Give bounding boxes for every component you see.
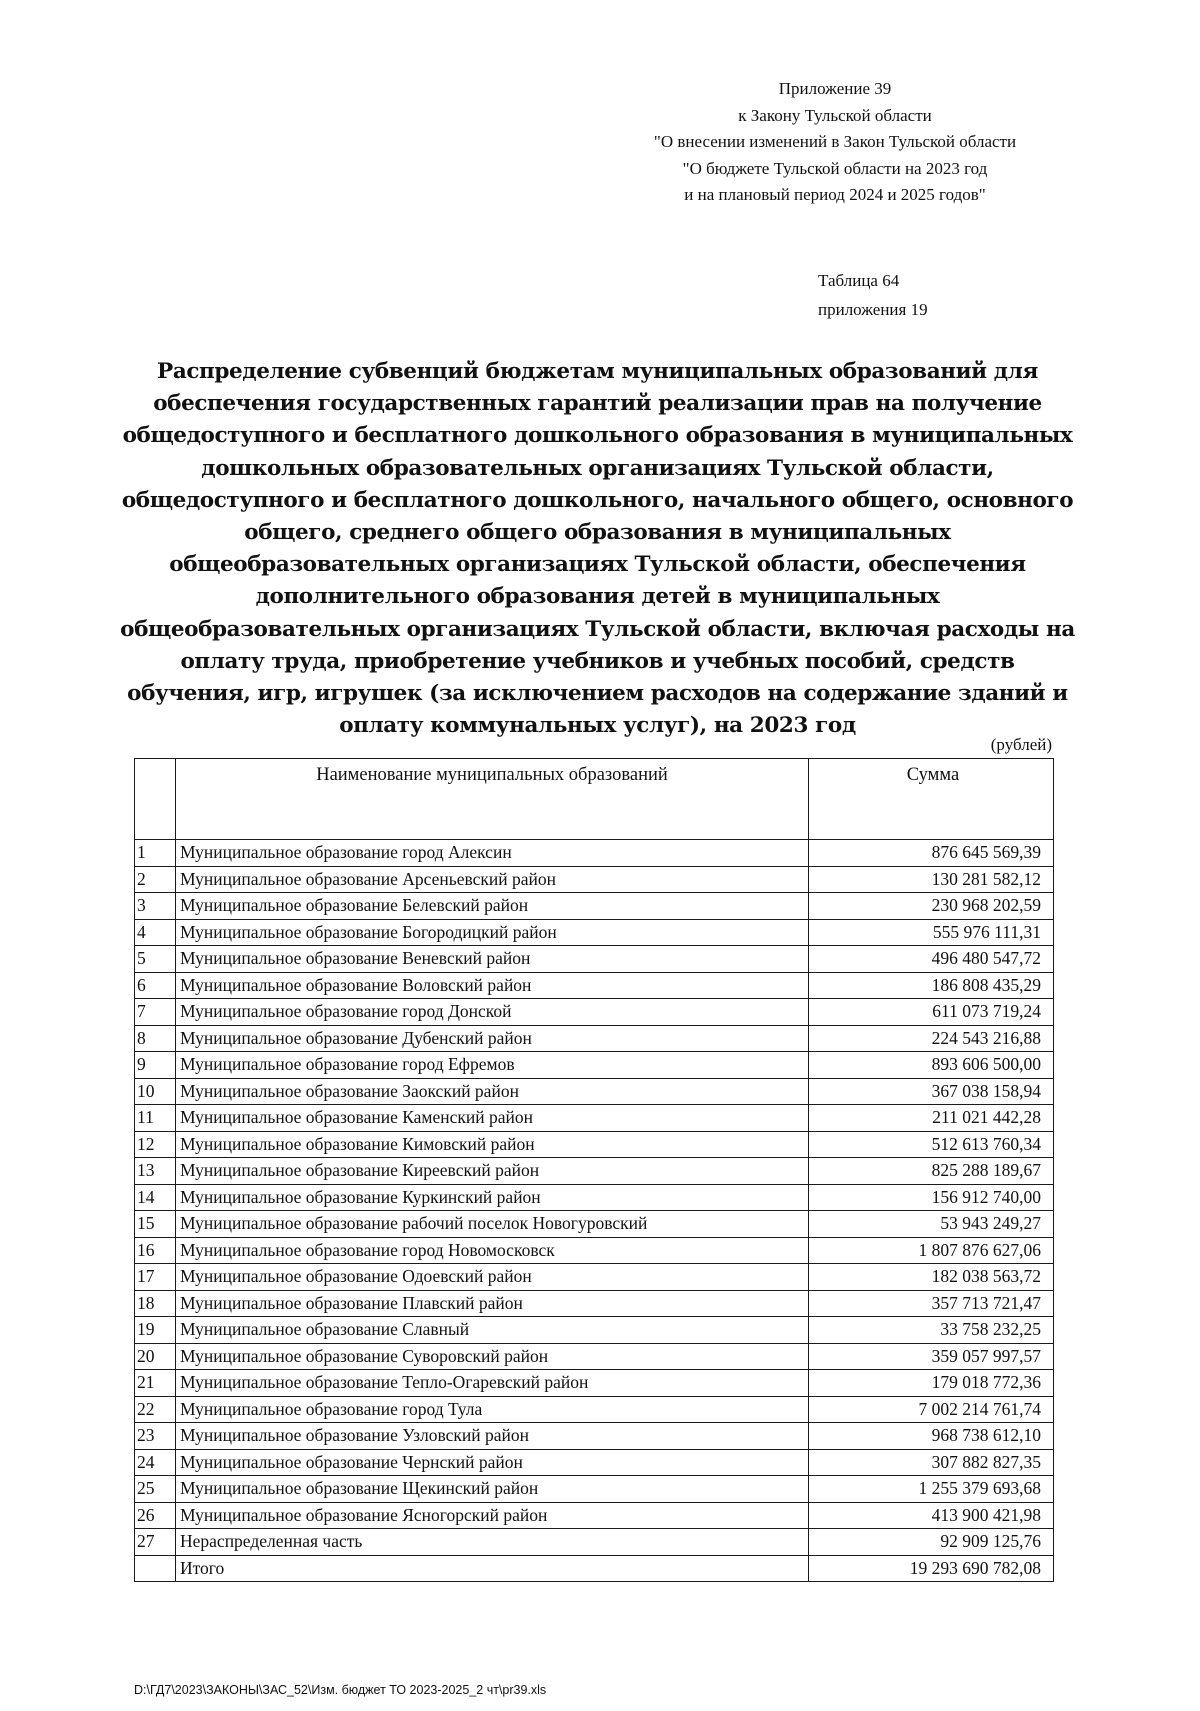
row-sum: 359 057 997,57 [809, 1343, 1054, 1370]
row-number: 5 [135, 946, 176, 973]
row-name: Муниципальное образование город Тула [176, 1396, 809, 1423]
row-name: Итого [176, 1555, 809, 1582]
row-sum: 357 713 721,47 [809, 1290, 1054, 1317]
row-number: 15 [135, 1211, 176, 1238]
table-header-row [135, 759, 1054, 840]
row-name: Муниципальное образование Арсеньевский район [176, 866, 809, 893]
appendix-line: Приложение 39 [778, 79, 892, 98]
row-number: 17 [135, 1264, 176, 1291]
header-num [135, 759, 176, 840]
file-path-footer: D:\ГД7\2023\ЗАКОНЫ\ЗАС_52\Изм. бюджет ТО 2023-2025_2 чт\pr39.xls [134, 1683, 547, 1697]
table-row [135, 1529, 1054, 1556]
row-name: Муниципальное образование рабочий поселок Новогуровский [176, 1211, 809, 1238]
row-number: 13 [135, 1158, 176, 1185]
table-row [135, 1264, 1054, 1291]
row-number: 19 [135, 1317, 176, 1344]
table-row [135, 1343, 1054, 1370]
appendix-header [595, 76, 1075, 209]
row-sum: 968 738 612,10 [809, 1423, 1054, 1450]
row-sum: 156 912 740,00 [809, 1184, 1054, 1211]
row-name: Муниципальное образование Суворовский район [176, 1343, 809, 1370]
table-row [135, 972, 1054, 999]
table-row [135, 1052, 1054, 1079]
table-row [135, 866, 1054, 893]
table-row [135, 1025, 1054, 1052]
table-row [135, 1158, 1054, 1185]
row-number: 25 [135, 1476, 176, 1503]
table-row [135, 1237, 1054, 1264]
row-sum: 496 480 547,72 [809, 946, 1054, 973]
row-sum: 130 281 582,12 [809, 866, 1054, 893]
row-sum: 555 976 111,31 [809, 919, 1054, 946]
row-name: Муниципальное образование город Алексин [176, 840, 809, 867]
row-name: Муниципальное образование Каменский район [176, 1105, 809, 1132]
appendix-line: "О бюджете Тульской области на 2023 год [682, 158, 988, 178]
table-row [135, 1290, 1054, 1317]
row-name: Муниципальное образование Узловский район [176, 1423, 809, 1450]
row-sum: 307 882 827,35 [809, 1449, 1054, 1476]
row-name: Муниципальное образование Белевский район [176, 893, 809, 920]
row-sum: 1 255 379 693,68 [809, 1476, 1054, 1503]
row-name: Муниципальное образование Киреевский район [176, 1158, 809, 1185]
row-number: 23 [135, 1423, 176, 1450]
row-sum: 53 943 249,27 [809, 1211, 1054, 1238]
row-name: Муниципальное образование город Ефремов [176, 1052, 809, 1079]
row-number: 27 [135, 1529, 176, 1556]
row-number [135, 1555, 176, 1582]
row-sum: 7 002 214 761,74 [809, 1396, 1054, 1423]
row-number: 4 [135, 919, 176, 946]
row-sum: 92 909 125,76 [809, 1529, 1054, 1556]
row-sum: 512 613 760,34 [809, 1131, 1054, 1158]
row-sum: 211 021 442,28 [809, 1105, 1054, 1132]
table-row [135, 1370, 1054, 1397]
row-name: Муниципальное образование Кимовский район [176, 1131, 809, 1158]
appendix-line: "О внесении изменений в Закон Тульской области [653, 132, 1017, 151]
row-sum: 33 758 232,25 [809, 1317, 1054, 1344]
row-name: Муниципальное образование Чернский район [176, 1449, 809, 1476]
row-sum: 179 018 772,36 [809, 1370, 1054, 1397]
row-number: 11 [135, 1105, 176, 1132]
table-reference [818, 266, 928, 324]
row-number: 1 [135, 840, 176, 867]
row-number: 9 [135, 1052, 176, 1079]
distribution-table [134, 758, 1054, 1582]
row-sum: 825 288 189,67 [809, 1158, 1054, 1185]
row-number: 22 [135, 1396, 176, 1423]
table-row [135, 1131, 1054, 1158]
header-sum: Сумма [809, 759, 1054, 840]
table-row [135, 946, 1054, 973]
row-number: 7 [135, 999, 176, 1026]
header-name: Наименование муниципальных образований [176, 759, 809, 840]
appendix-line: к Закону Тульской области [738, 105, 932, 125]
row-sum: 893 606 500,00 [809, 1052, 1054, 1079]
row-sum: 413 900 421,98 [809, 1502, 1054, 1529]
row-name: Муниципальное образование Славный [176, 1317, 809, 1344]
row-number: 6 [135, 972, 176, 999]
row-number: 10 [135, 1078, 176, 1105]
row-number: 26 [135, 1502, 176, 1529]
total-row [135, 1555, 1054, 1582]
row-sum: 611 073 719,24 [809, 999, 1054, 1026]
table-row [135, 1476, 1054, 1503]
row-sum: 367 038 158,94 [809, 1078, 1054, 1105]
table-reference-line: приложения 19 [818, 300, 928, 319]
row-name: Муниципальное образование Веневский район [176, 946, 809, 973]
row-name: Муниципальное образование Ясногорский район [176, 1502, 809, 1529]
row-name: Муниципальное образование Плавский район [176, 1290, 809, 1317]
document-title: Распределение субвенций бюджетам муниципальных образований для обеспечения государственных гарантий реализации прав на получение общедоступного и бесплатного дошкольного образования в муниципальных дошкольных образовательных организациях Тульской области, общедоступного и бесплатного дошкольного, начального общего, основного общего, среднего общего образования в муниципальных общеобразовательных организациях Тульской области, обеспечения дополнительного образования детей в муниципальных общеобразовательных организациях Тульской области, включая расходы на оплату труда, приобретение учебников и учебных пособий, средств обучения, игр, игрушек (за исключением расходов на содержание зданий и оплату коммунальных услуг), на 2023 год [120, 359, 1075, 739]
row-sum: 186 808 435,29 [809, 972, 1054, 999]
row-number: 8 [135, 1025, 176, 1052]
row-sum: 19 293 690 782,08 [809, 1555, 1054, 1582]
row-sum: 1 807 876 627,06 [809, 1237, 1054, 1264]
row-name: Муниципальное образование Одоевский район [176, 1264, 809, 1291]
row-number: 18 [135, 1290, 176, 1317]
row-number: 16 [135, 1237, 176, 1264]
row-name: Муниципальное образование Заокский район [176, 1078, 809, 1105]
row-number: 3 [135, 893, 176, 920]
table-row [135, 1396, 1054, 1423]
row-number: 14 [135, 1184, 176, 1211]
table-row [135, 999, 1054, 1026]
table-row [135, 919, 1054, 946]
row-name: Нераспределенная часть [176, 1529, 809, 1556]
row-name: Муниципальное образование Тепло-Огаревский район [176, 1370, 809, 1397]
table-row [135, 1317, 1054, 1344]
row-number: 20 [135, 1343, 176, 1370]
row-number: 2 [135, 866, 176, 893]
row-name: Муниципальное образование Дубенский район [176, 1025, 809, 1052]
table-row [135, 1449, 1054, 1476]
table-row [135, 893, 1054, 920]
table-row [135, 1423, 1054, 1450]
row-sum: 224 543 216,88 [809, 1025, 1054, 1052]
row-sum: 876 645 569,39 [809, 840, 1054, 867]
row-name: Муниципальное образование Богородицкий район [176, 919, 809, 946]
row-name: Муниципальное образование Воловский район [176, 972, 809, 999]
row-sum: 182 038 563,72 [809, 1264, 1054, 1291]
row-sum: 230 968 202,59 [809, 893, 1054, 920]
table-row [135, 840, 1054, 867]
row-number: 24 [135, 1449, 176, 1476]
appendix-line: и на плановый период 2024 и 2025 годов" [684, 185, 986, 204]
table-row [135, 1211, 1054, 1238]
row-name: Муниципальное образование Куркинский район [176, 1184, 809, 1211]
table-row [135, 1105, 1054, 1132]
row-name: Муниципальное образование город Новомосковск [176, 1237, 809, 1264]
row-name: Муниципальное образование город Донской [176, 999, 809, 1026]
row-name: Муниципальное образование Щекинский район [176, 1476, 809, 1503]
row-number: 12 [135, 1131, 176, 1158]
table-row [135, 1184, 1054, 1211]
units-label: (рублей) [990, 735, 1052, 754]
table-row [135, 1502, 1054, 1529]
table-reference-line: Таблица 64 [818, 271, 900, 290]
table-row [135, 1078, 1054, 1105]
row-number: 21 [135, 1370, 176, 1397]
